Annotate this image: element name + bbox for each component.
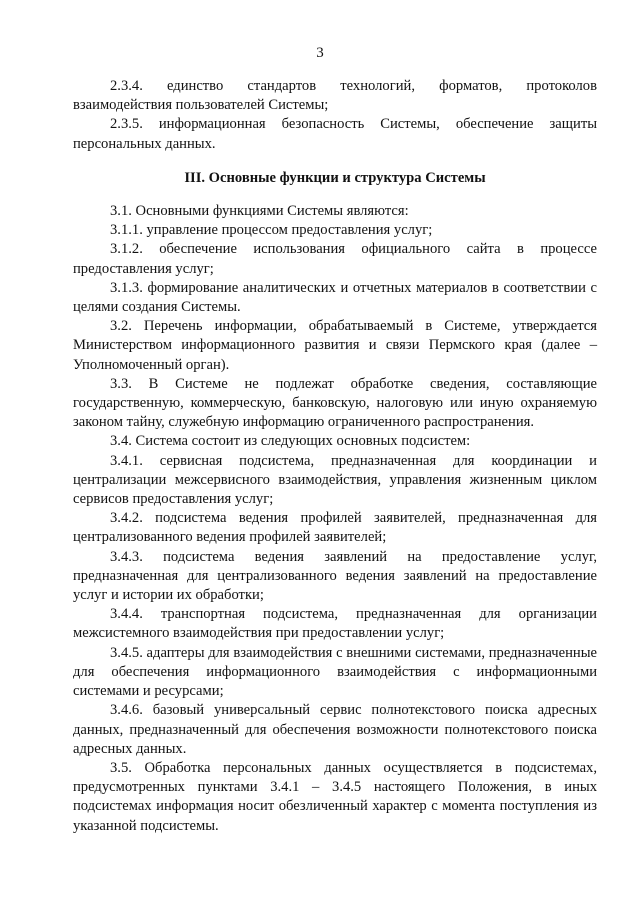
paragraph-3-1-1: 3.1.1. управление процессом предоставления услуг;: [110, 222, 433, 239]
paragraph-3-1: 3.1. Основными функциями Системы являются:: [110, 203, 409, 220]
document-body: [73, 77, 597, 836]
page-number: 3: [316, 45, 324, 61]
paragraph-3-1-2: 3.1.2. обеспечение использования официального сайта в процессе предоставления услуг;: [73, 241, 597, 277]
paragraph-3-4-5: 3.4.5. адаптеры для взаимодействия с внешними системами, предназначенные для обеспечения информационного взаимодействия с информационными системами и ресурсами;: [73, 644, 597, 700]
section-heading: III. Основные функции и структура Системы: [184, 169, 486, 186]
paragraph-3-4-2: 3.4.2. подсистема ведения профилей заявителей, предназначенная для централизованного ведения профилей заявителей;: [73, 510, 597, 546]
paragraph-3-3: 3.3. В Системе не подлежат обработке сведения, составляющие государственную, коммерческую, банковскую, налоговую или иную охраняемую законом тайну, служебную информацию ограниченного распространения.: [73, 375, 597, 431]
paragraph-2-3-4: 2.3.4. единство стандартов технологий, форматов, протоколов взаимодействия пользователей Системы;: [73, 78, 597, 114]
paragraph-3-1-3: 3.1.3. формирование аналитических и отчетных материалов в соответствии с целями создания Системы.: [73, 279, 597, 316]
paragraph-2-3-5: 2.3.5. информационная безопасность Системы, обеспечение защиты персональных данных.: [73, 116, 597, 152]
paragraph-3-4: 3.4. Система состоит из следующих основных подсистем:: [110, 433, 471, 450]
paragraph-3-5: 3.5. Обработка персональных данных осуществляется в подсистемах, предусмотренных пунктами 3.4.1 – 3.4.5 настоящего Положения, в иных подсистемах информация носит обезличенный характер с момента поступления из указанной подсистемы.: [73, 759, 597, 834]
paragraph-3-4-3: 3.4.3. подсистема ведения заявлений на предоставление услуг, предназначенная для централизованного ведения заявлений на предоставление услуг и истории их обработки;: [73, 548, 597, 604]
paragraph-3-4-6: 3.4.6. базовый универсальный сервис полнотекстового поиска адресных данных, предназначенный для обеспечения возможности полнотекстового поиска адресных данных.: [73, 702, 597, 757]
paragraph-3-2: 3.2. Перечень информации, обрабатываемый в Системе, утверждается Министерством информационного развития и связи Пермского края (далее – Уполномоченный орган).: [73, 318, 597, 373]
paragraph-3-4-1: 3.4.1. сервисная подсистема, предназначенная для координации и централизации межсервисного взаимодействия, управления жизненным циклом сервисов предоставления услуг;: [73, 452, 597, 508]
paragraph-3-4-4: 3.4.4. транспортная подсистема, предназначенная для организации межсистемного взаимодействия при предоставлении услуг;: [73, 606, 597, 642]
